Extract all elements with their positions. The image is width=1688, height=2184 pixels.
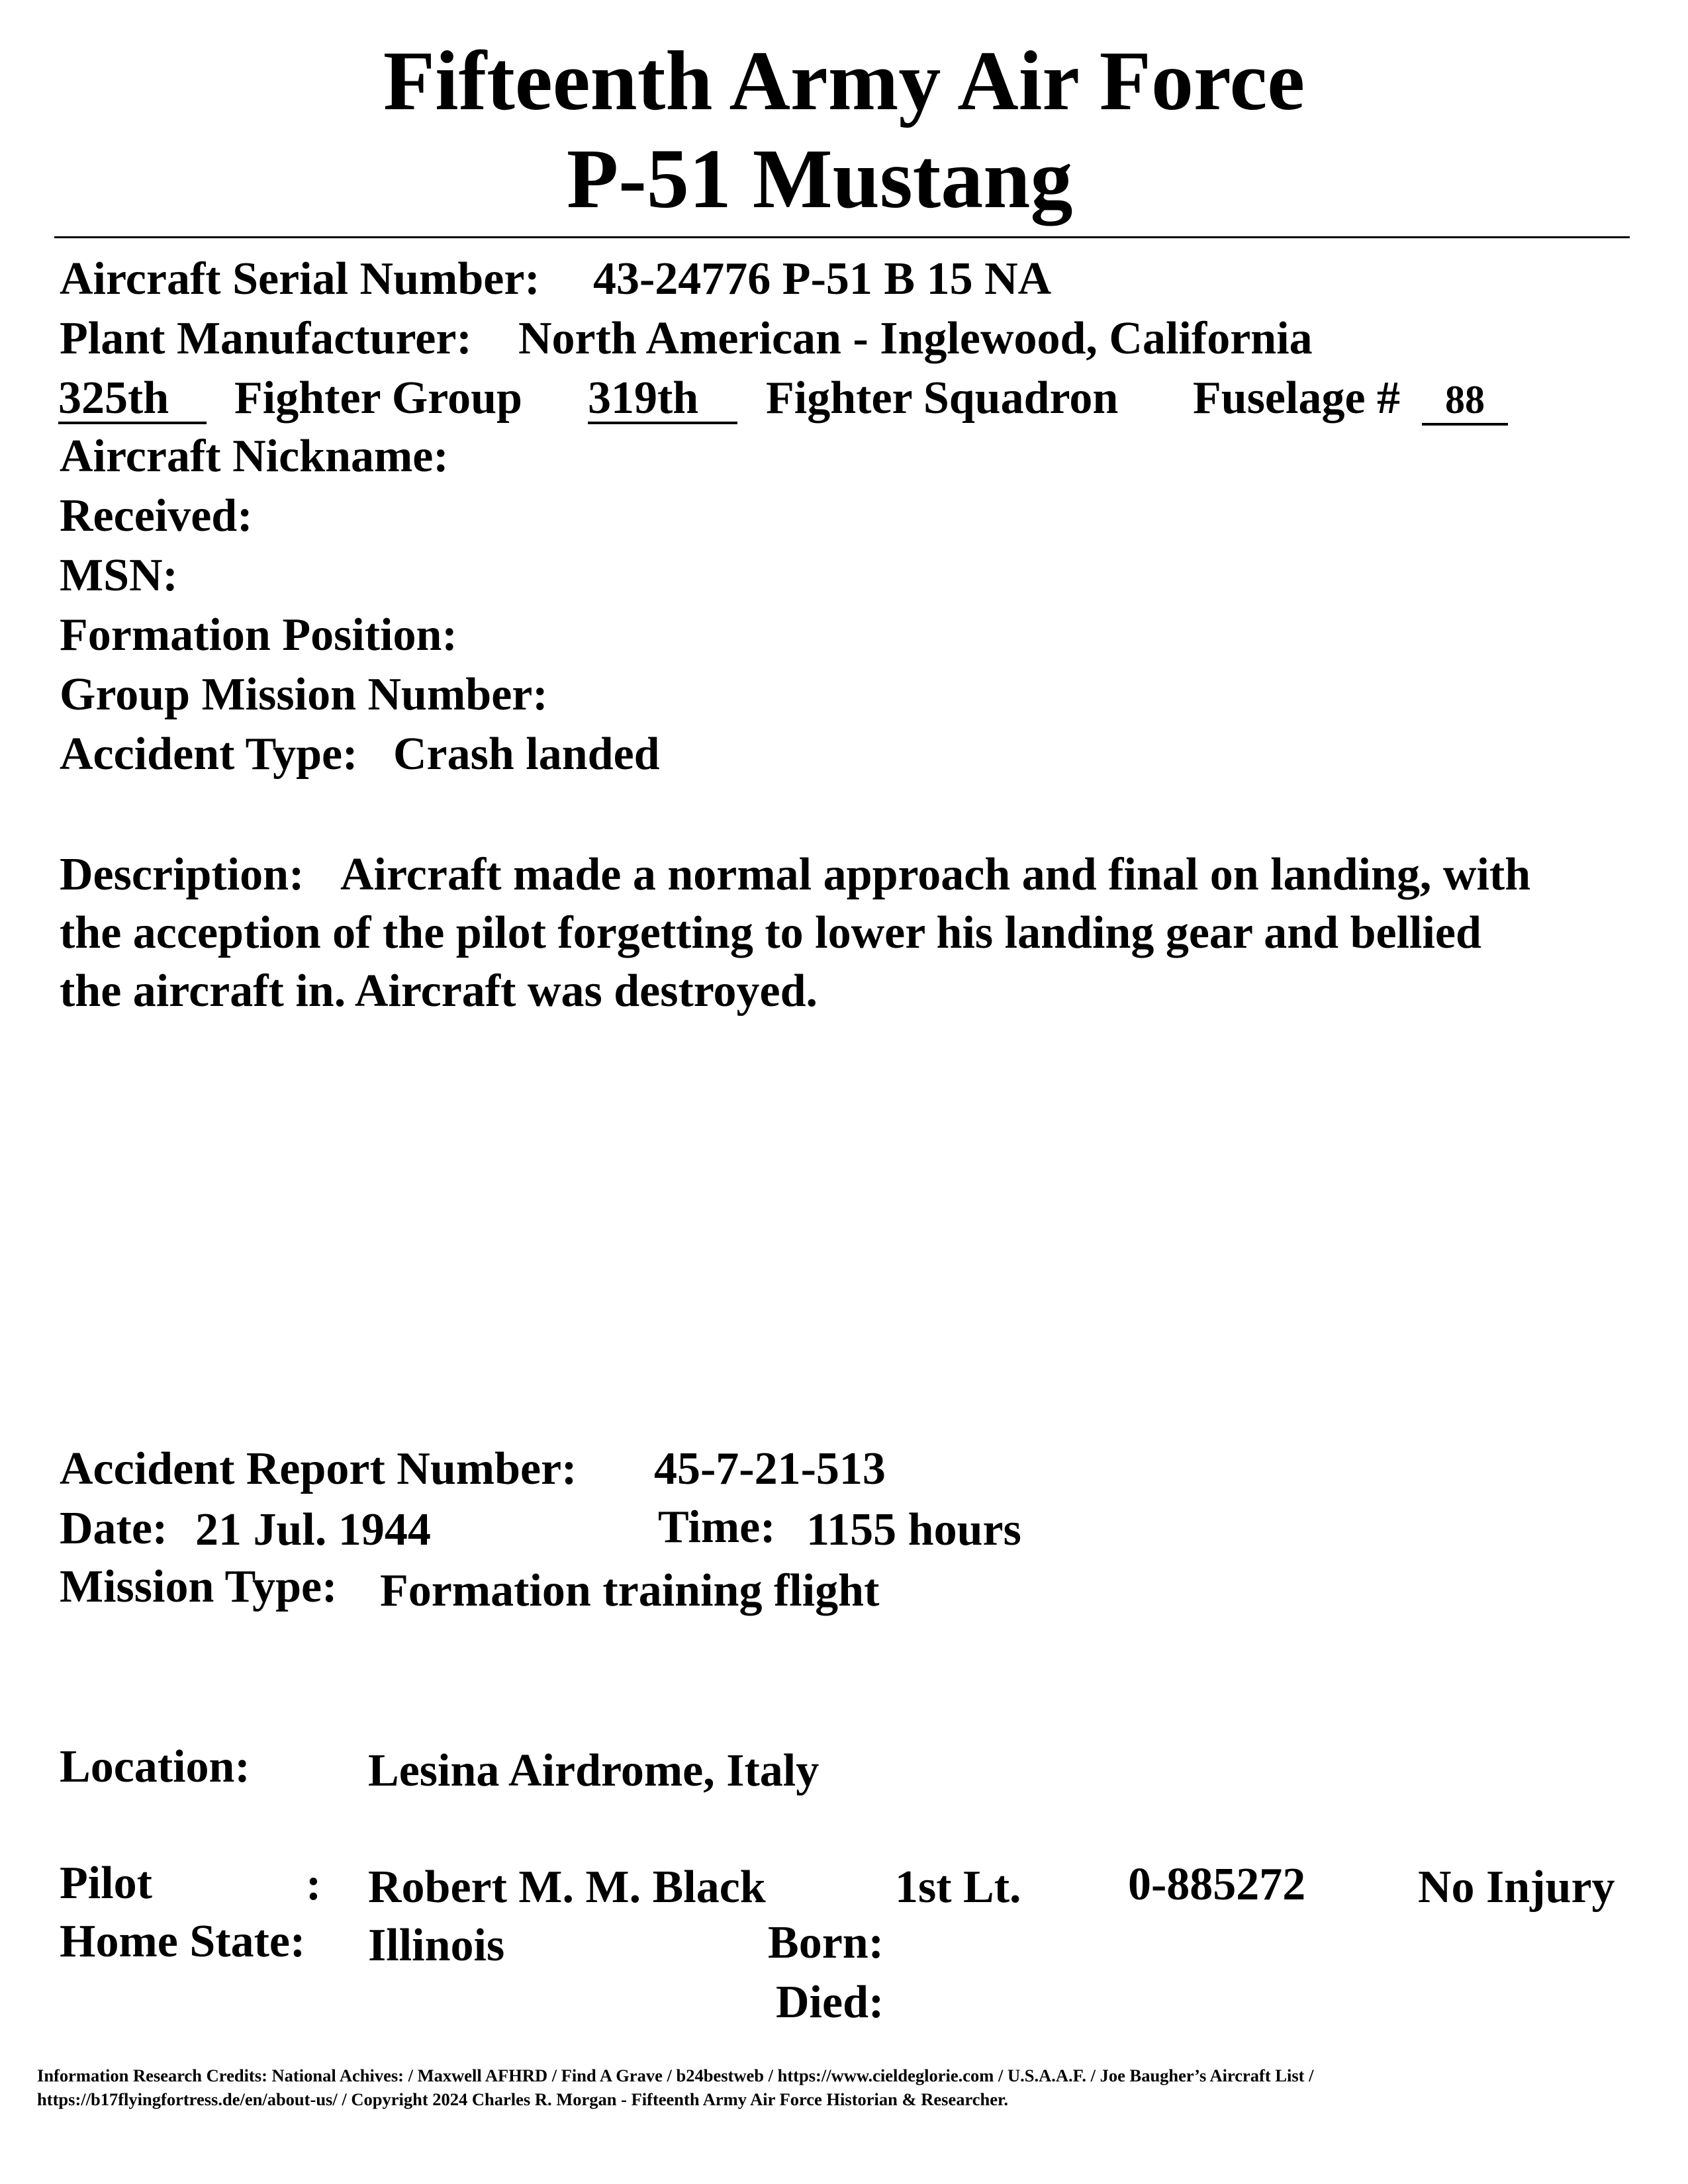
group-mission-number-label: Group Mission Number: (60, 669, 548, 720)
home-state-value: Illinois (368, 1920, 505, 1971)
mission-type-value: Formation training flight (380, 1565, 880, 1616)
date-label: Date: (60, 1503, 168, 1554)
accident-type-value: Crash landed (393, 729, 660, 780)
pilot-injury-status: No Injury (1418, 1862, 1615, 1913)
received-label: Received: (60, 490, 253, 541)
formation-position-label: Formation Position: (60, 610, 457, 660)
manufacturer-value: North American - Inglewood, California (518, 313, 1313, 364)
page-subtitle: P-51 Mustang (567, 132, 1073, 226)
fighter-group-label: Fighter Group (234, 373, 522, 424)
serial-number-label: Aircraft Serial Number: (60, 253, 540, 304)
location-label: Location: (60, 1741, 250, 1792)
header-divider (54, 236, 1630, 238)
manufacturer-label: Plant Manufacturer: (60, 313, 472, 364)
pilot-serial-number: 0-885272 (1128, 1859, 1306, 1910)
nickname-label: Aircraft Nickname: (60, 431, 449, 482)
time-label: Time: (658, 1502, 776, 1553)
date-value: 21 Jul. 1944 (195, 1504, 431, 1555)
fighter-squadron-value: 319th (588, 371, 737, 426)
page-title: Fifteenth Army Air Force (383, 34, 1305, 128)
accident-report-number-label: Accident Report Number: (60, 1443, 577, 1494)
description-line: Aircraft made a normal approach and final on landing, with (340, 849, 1531, 900)
home-state-label: Home State: (60, 1916, 306, 1967)
fighter-squadron-label: Fighter Squadron (766, 373, 1119, 424)
description-line: the acception of the pilot forgetting to lower his landing gear and bellied (60, 907, 1481, 958)
mission-type-label: Mission Type: (60, 1561, 338, 1612)
accident-type-label: Accident Type: (60, 729, 358, 780)
fuselage-value: 88 (1422, 371, 1508, 426)
description-label: Description: (60, 849, 305, 900)
msn-label: MSN: (60, 550, 178, 601)
credits-footer (37, 2064, 1313, 2111)
born-label: Born: (768, 1917, 884, 1968)
died-label: Died: (776, 1977, 884, 2028)
credits-line: https://b17flyingfortress.de/en/about-us/ / Copyright 2024 Charles R. Morgan - Fifteenth Army Air Force Historian & Researcher. (37, 2089, 1008, 2109)
description-line: the aircraft in. Aircraft was destroyed. (60, 966, 818, 1017)
time-value: 1155 hours (806, 1504, 1021, 1555)
pilot-name: Robert M. M. Black (368, 1862, 766, 1913)
pilot-colon: : (306, 1859, 322, 1910)
pilot-label: Pilot (60, 1858, 152, 1909)
serial-number-value: 43-24776 P-51 B 15 NA (593, 253, 1052, 304)
pilot-rank: 1st Lt. (895, 1862, 1021, 1913)
fuselage-label: Fuselage # (1193, 373, 1401, 424)
fighter-group-value: 325th (58, 371, 207, 426)
location-value: Lesina Airdrome, Italy (368, 1745, 820, 1796)
accident-report-number-value: 45-7-21-513 (654, 1443, 886, 1494)
credits-line: Information Research Credits: National Achives: / Maxwell AFHRD / Find A Grave / b24bestweb / https://www.cieldeglorie.com / U.S.A.A.F. / Joe Baugher’s Aircraft List / (37, 2066, 1314, 2085)
